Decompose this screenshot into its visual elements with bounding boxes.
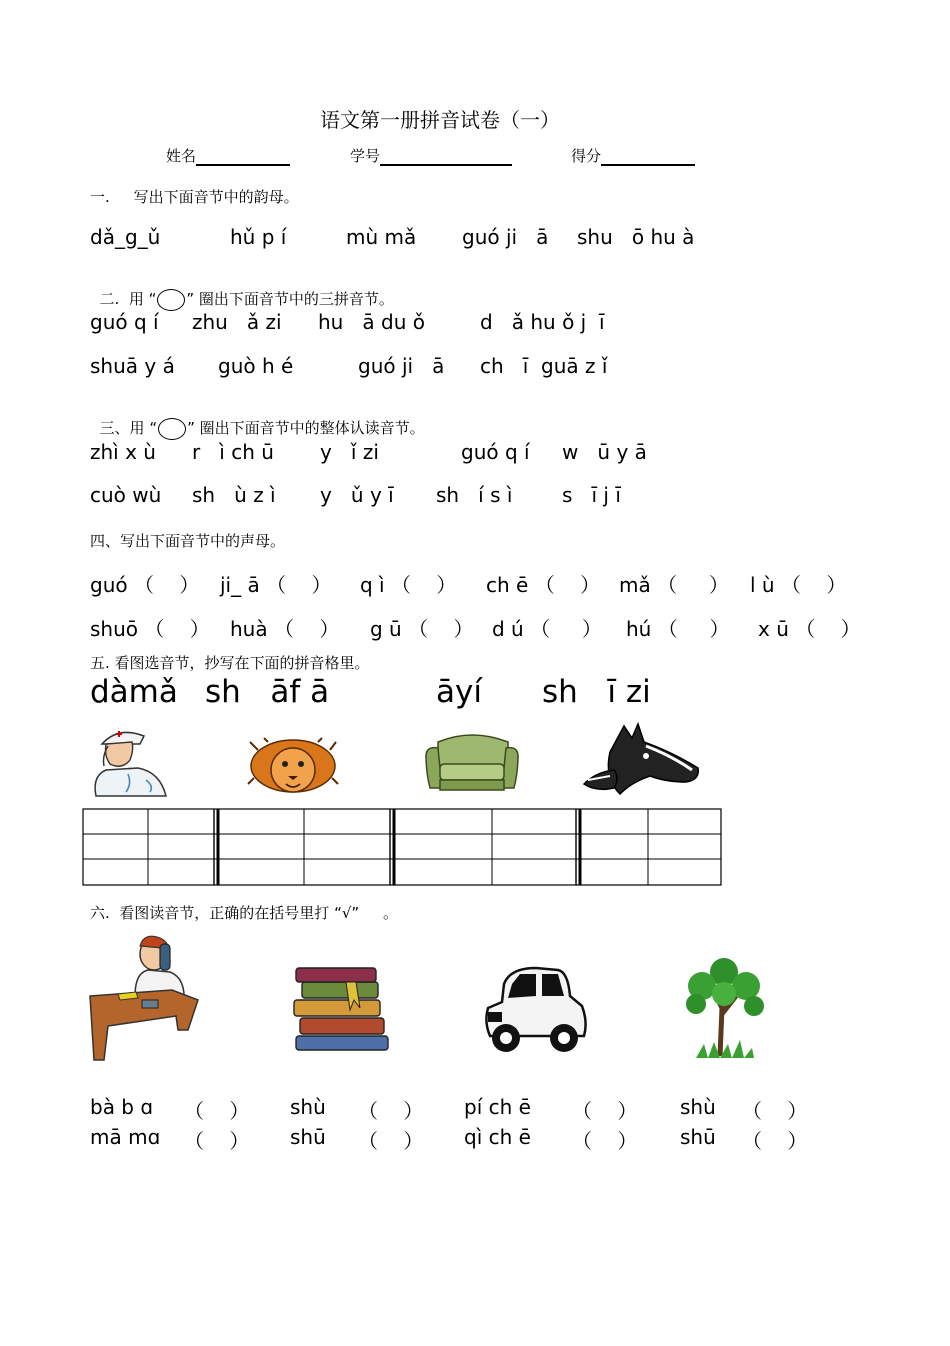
- s3-item: s ī j ī: [562, 483, 621, 507]
- s2-item: guò h é: [218, 354, 294, 378]
- s2-heading-post: ” 圈出下面音节中的三拼音节。: [186, 290, 394, 308]
- s5-option: dàmǎ: [90, 674, 178, 710]
- s6-paren[interactable]: （ ）: [184, 1099, 250, 1123]
- section2-heading: [90, 270, 394, 311]
- section3-heading: [90, 399, 425, 440]
- score-label: 得分: [571, 147, 602, 165]
- score-blank[interactable]: [601, 146, 695, 166]
- horse-picture: [580, 722, 702, 798]
- grid-border: [83, 809, 721, 885]
- s3-item: sh ù z ì: [192, 483, 276, 507]
- name-label: 姓名: [166, 147, 197, 165]
- s6-choice-a: bà b ɑ: [90, 1095, 154, 1119]
- s3-item: zhì x ù: [90, 440, 156, 464]
- s5-option: sh āf ā: [205, 674, 330, 710]
- s4-item: guó （ ）: [90, 573, 200, 597]
- s4-item: huà （ ）: [230, 617, 340, 641]
- s2-item: ch ī guā z ǐ: [480, 354, 608, 378]
- s4-item: mǎ （ ）: [619, 573, 729, 597]
- s2-heading-pre: 二. 用 “: [99, 290, 157, 308]
- s6-paren[interactable]: （ ）: [572, 1099, 638, 1123]
- section6-heading: 六. 看图读音节，正确的在括号里打 “√” 。: [90, 904, 399, 922]
- section5-heading: 五. 看图选音节，抄写在下面的拼音格里。: [90, 654, 370, 672]
- s1-item: dǎ_g_ǔ: [90, 225, 161, 249]
- s4-item: hú （ ）: [626, 617, 730, 641]
- sofa-picture: [424, 732, 520, 796]
- page-title: 语文第一册拼音试卷（一）: [320, 108, 560, 132]
- s1-item: shu ō hu à: [577, 225, 695, 249]
- s3-item: r ì ch ū: [192, 440, 274, 464]
- s6-choice-a: shù: [290, 1095, 326, 1119]
- s6-paren[interactable]: （ ）: [572, 1129, 638, 1153]
- s2-item: shuā y á: [90, 354, 175, 378]
- s4-item: g ū （ ）: [370, 617, 474, 641]
- s4-item: l ù （ ）: [750, 573, 847, 597]
- circle-icon: [158, 418, 186, 440]
- name-blank[interactable]: [196, 146, 290, 166]
- s3-item: y ǔ y ī: [320, 483, 394, 507]
- nurse-picture: [88, 726, 172, 798]
- s3-heading-post: ” 圈出下面音节中的整体认读音节。: [187, 419, 425, 437]
- tree-picture: [674, 952, 772, 1062]
- s6-paren[interactable]: （ ）: [358, 1129, 424, 1153]
- s3-item: y ǐ zi: [320, 440, 379, 464]
- s5-option: āyí: [436, 674, 482, 710]
- s6-paren[interactable]: （ ）: [742, 1129, 808, 1153]
- s4-item: q ì （ ）: [360, 573, 457, 597]
- s6-paren[interactable]: （ ）: [184, 1129, 250, 1153]
- s6-paren[interactable]: （ ）: [742, 1099, 808, 1123]
- s2-item: hu ā du ǒ: [318, 310, 426, 334]
- s4-item: d ú （ ）: [492, 617, 602, 641]
- s5-option: sh ī zi: [542, 674, 651, 710]
- id-label: 学号: [350, 147, 381, 165]
- s2-item: guó ji ā: [358, 354, 445, 378]
- s3-item: w ū y ā: [562, 440, 647, 464]
- s6-choice-b: mā mɑ: [90, 1125, 161, 1149]
- books-picture: [290, 966, 394, 1058]
- id-field: [350, 145, 512, 166]
- s3-item: sh í s ì: [436, 483, 513, 507]
- s4-item: ji_ ā （ ）: [220, 573, 332, 597]
- s1-item: hǔ p í: [230, 225, 287, 249]
- lion-picture: [248, 738, 338, 798]
- s6-choice-b: shū: [290, 1125, 326, 1149]
- name-field: [166, 145, 290, 166]
- car-picture: [484, 966, 590, 1058]
- s6-choice-a: pí ch ē: [464, 1095, 531, 1119]
- s3-item: cuò wù: [90, 483, 162, 507]
- s2-item: zhu ǎ zi: [192, 310, 282, 334]
- section1-heading: 一. 写出下面音节中的韵母。: [90, 188, 299, 206]
- s4-item: ch ē （ ）: [486, 573, 601, 597]
- score-field: [571, 145, 695, 166]
- s1-item: mù mǎ: [346, 225, 417, 249]
- s6-choice-b: shū: [680, 1125, 716, 1149]
- s4-item: x ū （ ）: [758, 617, 861, 641]
- pinyin-grid: [82, 808, 722, 886]
- s3-item: guó q í: [461, 440, 530, 464]
- s3-heading-pre: 三、用 “: [99, 419, 158, 437]
- s6-paren[interactable]: （ ）: [358, 1099, 424, 1123]
- s4-item: shuō （ ）: [90, 617, 210, 641]
- id-blank[interactable]: [380, 146, 512, 166]
- s2-item: guó q í: [90, 310, 159, 334]
- s2-item: d ǎ hu ǒ j ī: [480, 310, 605, 334]
- s6-choice-a: shù: [680, 1095, 716, 1119]
- circle-icon: [157, 289, 185, 311]
- s6-choice-b: qì ch ē: [464, 1125, 531, 1149]
- s1-item: guó ji ā: [462, 225, 549, 249]
- phone-desk-picture: [88, 934, 200, 1060]
- section4-heading: 四、写出下面音节中的声母。: [90, 532, 286, 550]
